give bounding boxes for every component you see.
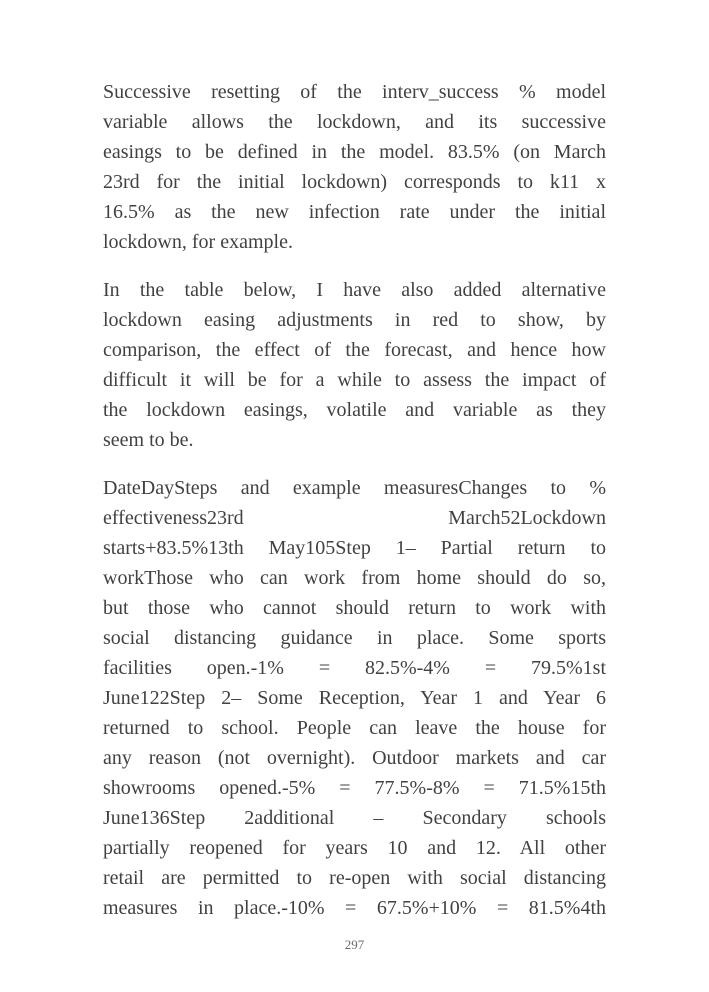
paragraph-model-resetting <box>103 77 606 257</box>
text-line: comparison, the effect of the forecast, and hence how <box>103 339 606 361</box>
page-number: 297 <box>344 937 365 952</box>
text-line: showrooms opened.-5% = 77.5%-8% = 71.5%15th <box>103 777 606 799</box>
text-line: but those who cannot should return to work with <box>103 597 606 619</box>
text-block <box>103 77 606 941</box>
text-line: DateDaySteps and example measuresChanges to % <box>103 477 606 499</box>
text-line: workThose who can work from home should do so, <box>103 567 606 589</box>
text-line: social distancing guidance in place. Some sports <box>103 627 606 649</box>
text-line: seem to be. <box>103 429 194 451</box>
text-line: Successive resetting of the interv_success % model <box>103 81 606 103</box>
text-line: difficult it will be for a while to assess the impact of <box>103 369 606 391</box>
text-line: 23rd for the initial lockdown) corresponds to k11 x <box>103 171 606 193</box>
text-line: June136Step 2additional – Secondary schools <box>103 807 606 829</box>
text-line: partially reopened for years 10 and 12. All other <box>103 837 606 859</box>
text-line: starts+83.5%13th May105Step 1– Partial return to <box>103 537 606 559</box>
text-line: June122Step 2– Some Reception, Year 1 and Year 6 <box>103 687 606 709</box>
text-line: variable allows the lockdown, and its successive <box>103 111 606 133</box>
text-line: returned to school. People can leave the house for <box>103 717 606 739</box>
text-line: facilities open.-1% = 82.5%-4% = 79.5%1st <box>103 657 606 679</box>
text-line: any reason (not overnight). Outdoor markets and car <box>103 747 606 769</box>
text-line: effectiveness23rd March52Lockdown <box>103 507 606 529</box>
text-line: easings to be defined in the model. 83.5% (on March <box>103 141 606 163</box>
paragraph-table-intro <box>103 275 606 455</box>
text-line: retail are permitted to re-open with social distancing <box>103 867 606 889</box>
text-line: In the table below, I have also added alternative <box>103 279 606 301</box>
text-line: 16.5% as the new infection rate under the initial <box>103 201 606 223</box>
text-line: measures in place.-10% = 67.5%+10% = 81.5%4th <box>103 897 606 919</box>
paragraph-flattened-table <box>103 473 606 923</box>
text-line: lockdown, for example. <box>103 231 293 253</box>
text-line: the lockdown easings, volatile and variable as they <box>103 399 606 421</box>
text-line: lockdown easing adjustments in red to show, by <box>103 309 606 331</box>
